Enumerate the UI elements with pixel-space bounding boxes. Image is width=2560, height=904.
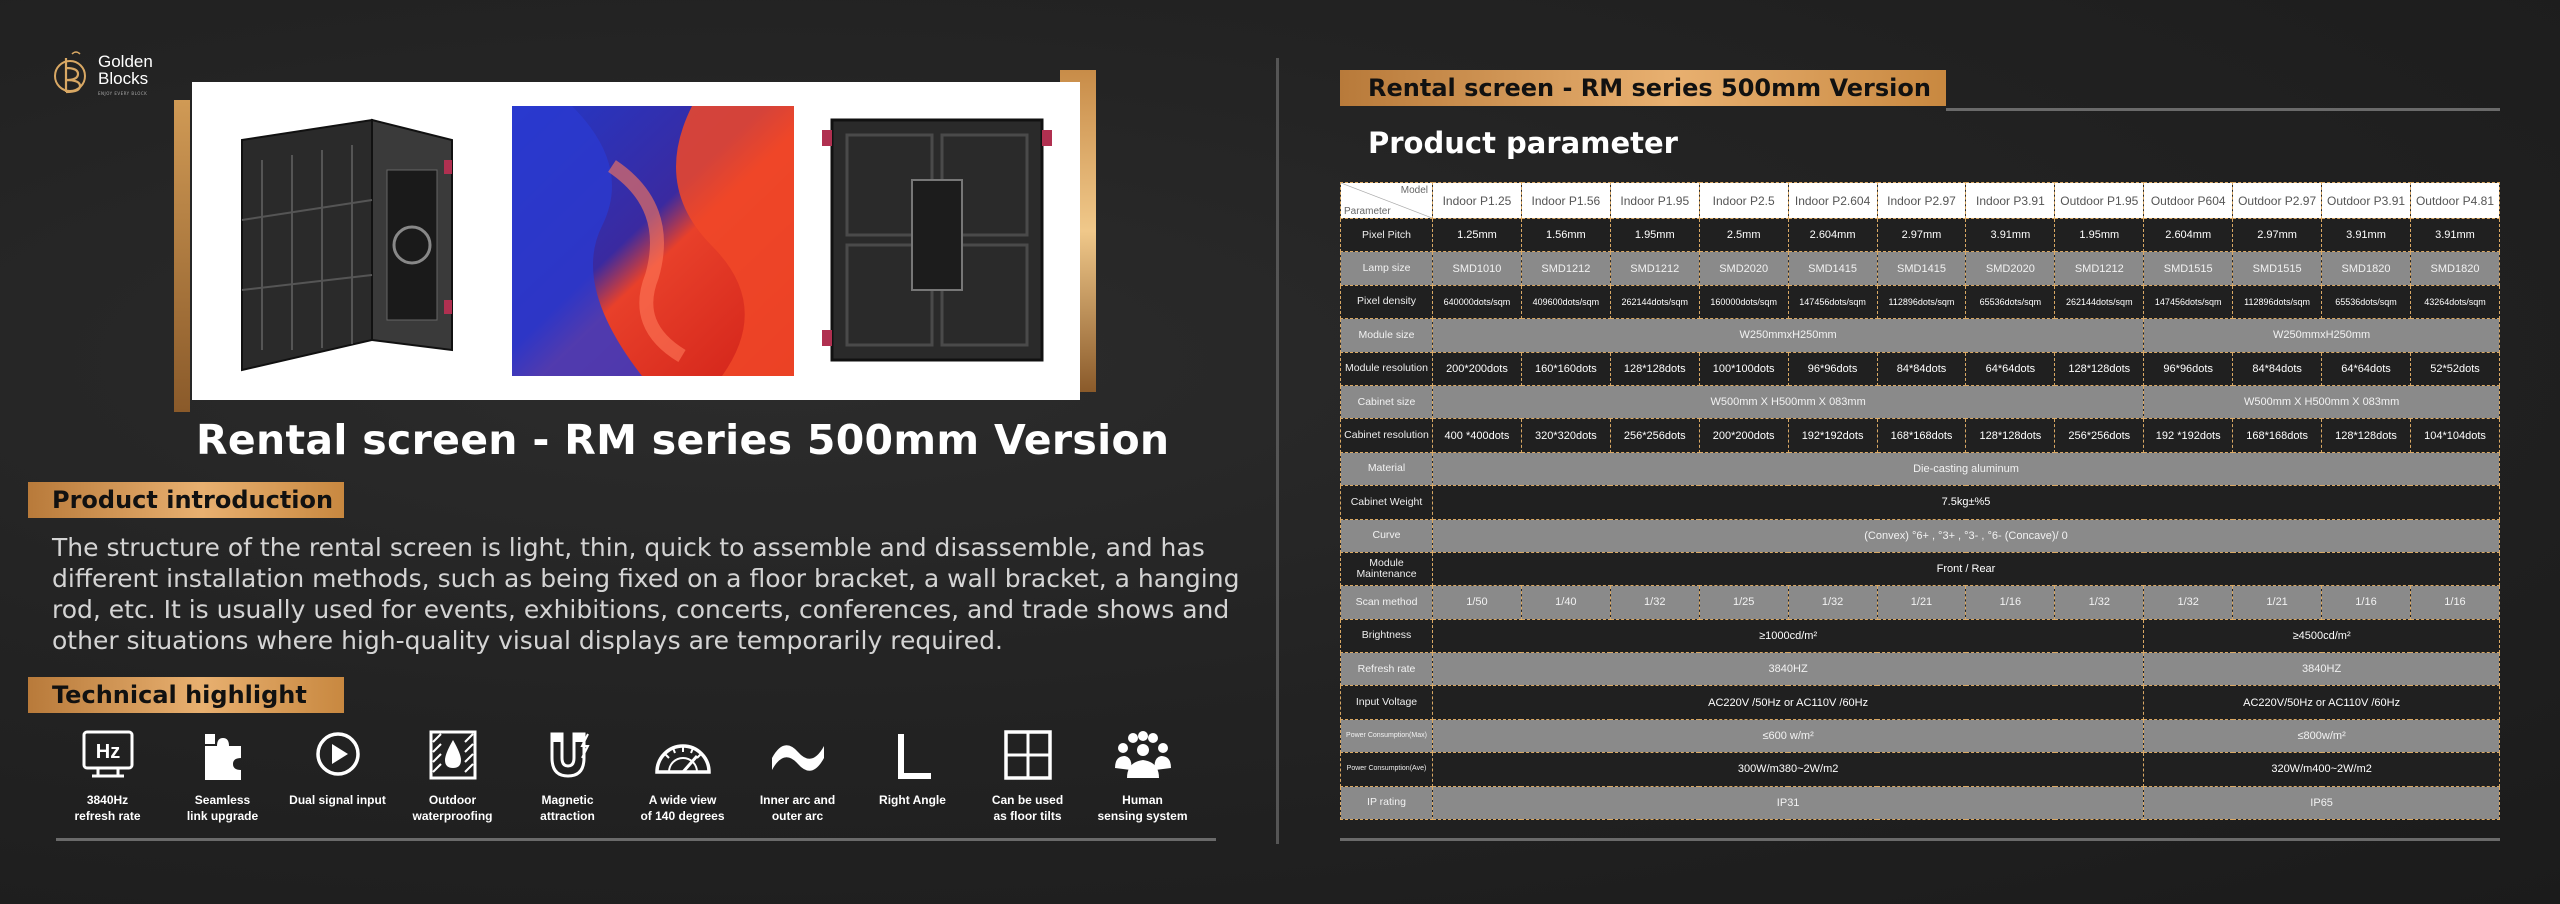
table-cell: SMD1515 — [2233, 252, 2322, 285]
product-parameter-heading: Product parameter — [1368, 126, 1678, 160]
table-row — [1341, 786, 2500, 819]
parameter-name-cell: Pixel Pitch — [1341, 219, 1433, 252]
table-cell: 168*168dots — [2233, 419, 2322, 452]
parameter-name-cell: Material — [1341, 452, 1433, 485]
table-cell: SMD2020 — [1699, 252, 1788, 285]
table-cell: 1/40 — [1521, 586, 1610, 619]
table-cell: SMD1820 — [2410, 252, 2499, 285]
table-cell-span-indoor: ≤600 w/m² — [1433, 719, 2144, 752]
logo-line1: Golden — [98, 51, 153, 71]
parameter-name-cell: Curve — [1341, 519, 1433, 552]
table-cell: 400 *400dots — [1433, 419, 1522, 452]
table-row — [1341, 653, 2500, 686]
table-cell-span-outdoor: AC220V/50Hz or AC110V /60Hz — [2144, 686, 2500, 719]
highlight-label-1: Inner arc and — [759, 793, 836, 807]
table-cell-span: 7.5kg±%5 — [1433, 486, 2500, 519]
golden-blocks-logo — [52, 46, 153, 102]
highlight-seamless-link — [165, 728, 280, 824]
highlight-floor-tile — [970, 728, 1085, 824]
table-cell: 2.604mm — [1788, 219, 1877, 252]
parameter-name-cell: Lamp size — [1341, 252, 1433, 285]
table-cell: 168*168dots — [1877, 419, 1966, 452]
table-model-header: Indoor P2.604 — [1788, 183, 1877, 219]
parameter-name-cell: Cabinet size — [1341, 385, 1433, 418]
highlight-dual-signal — [280, 728, 395, 824]
table-cell: 2.97mm — [1877, 219, 1966, 252]
vertical-divider — [1276, 58, 1279, 844]
table-cell: 147456dots/sqm — [2144, 285, 2233, 318]
table-cell: 200*200dots — [1433, 352, 1522, 385]
magnet-icon — [538, 728, 598, 784]
table-cell: 1/32 — [1788, 586, 1877, 619]
table-cell: 1/21 — [1877, 586, 1966, 619]
gold-accent-left — [174, 100, 190, 412]
table-cell-span-indoor: W250mmxH250mm — [1433, 319, 2144, 352]
table-cell: 320*320dots — [1521, 419, 1610, 452]
divider-bottom-right — [1340, 838, 2500, 841]
highlight-magnetic — [510, 728, 625, 824]
table-row — [1341, 753, 2500, 786]
table-cell: 1.56mm — [1521, 219, 1610, 252]
table-cell: 96*96dots — [2144, 352, 2233, 385]
table-cell-span-outdoor: W250mmxH250mm — [2144, 319, 2500, 352]
header-parameter-label: Parameter — [1344, 206, 1391, 217]
table-cell: 1.95mm — [2055, 219, 2144, 252]
highlight-label-1: Seamless — [194, 793, 251, 807]
table-model-header: Indoor P1.25 — [1433, 183, 1522, 219]
table-row — [1341, 719, 2500, 752]
highlight-right-angle — [855, 728, 970, 824]
table-cell: 1.95mm — [1610, 219, 1699, 252]
table-row — [1341, 686, 2500, 719]
table-cell: 65536dots/sqm — [1966, 285, 2055, 318]
highlight-label-1: A wide view — [648, 793, 717, 807]
highlight-waterproof — [395, 728, 510, 824]
table-row — [1341, 586, 2500, 619]
highlight-label-1: Can be used — [991, 793, 1064, 807]
table-cell: 112896dots/sqm — [2233, 285, 2322, 318]
technical-highlight-heading: Technical highlight — [28, 677, 344, 713]
table-model-header: Outdoor P604 — [2144, 183, 2233, 219]
table-cell: 1/32 — [2144, 586, 2233, 619]
product-introduction-text: The structure of the rental screen is light, thin, quick to assemble and disassemble, and has different installation methods, such as being fixed on a floor bracket, a wall bracket, a hanging rod, etc. It is usually used for events, exhibitions, concerts, conferences, and trade shows and other situations where high-quality visual displays are temporarily required. — [52, 533, 1240, 655]
table-cell: 128*128dots — [2322, 419, 2411, 452]
table-corner-cell — [1341, 183, 1433, 219]
logo-wordmark — [98, 53, 153, 96]
parameter-name-cell: Power Consumption(Ave) — [1341, 753, 1433, 786]
table-row — [1341, 319, 2500, 352]
table-cell-span-indoor: 300W/m380~2W/m2 — [1433, 753, 2144, 786]
table-model-header: Outdoor P1.95 — [2055, 183, 2144, 219]
parameter-name-cell: Power Consumption(Max) — [1341, 719, 1433, 752]
table-model-header: Outdoor P3.91 — [2322, 183, 2411, 219]
highlight-wide-view — [625, 728, 740, 824]
table-cell: 1.25mm — [1433, 219, 1522, 252]
play-icon — [308, 728, 368, 784]
technical-highlight-icons — [50, 728, 1200, 824]
highlight-refresh-rate — [50, 728, 165, 824]
table-cell-span-outdoor: IP65 — [2144, 786, 2500, 819]
waterdrop-icon — [423, 728, 483, 784]
cabinet-back-view-image — [822, 100, 1052, 378]
table-cell: SMD2020 — [1966, 252, 2055, 285]
table-cell: SMD1515 — [2144, 252, 2233, 285]
table-cell: 256*256dots — [1610, 419, 1699, 452]
table-cell: 1/16 — [2322, 586, 2411, 619]
divider-bottom-left — [56, 838, 1216, 841]
table-cell: 128*128dots — [1610, 352, 1699, 385]
table-cell: SMD1415 — [1877, 252, 1966, 285]
table-cell: 147456dots/sqm — [1788, 285, 1877, 318]
table-cell: 43264dots/sqm — [2410, 285, 2499, 318]
right-title: Rental screen - RM series 500mm Version — [1340, 70, 1946, 106]
highlight-label-2: refresh rate — [74, 809, 141, 823]
table-model-header: Outdoor P2.97 — [2233, 183, 2322, 219]
table-cell: SMD1010 — [1433, 252, 1522, 285]
parameter-name-cell: Pixel density — [1341, 285, 1433, 318]
parameter-name-cell: Cabinet resolution — [1341, 419, 1433, 452]
header-model-label: Model — [1400, 185, 1428, 196]
table-model-header: Indoor P2.5 — [1699, 183, 1788, 219]
floor-tile-icon — [998, 728, 1058, 784]
parameter-name-cell: Brightness — [1341, 619, 1433, 652]
svg-text:Hz: Hz — [95, 741, 120, 763]
table-cell: 112896dots/sqm — [1877, 285, 1966, 318]
table-cell: SMD1820 — [2322, 252, 2411, 285]
table-cell-span-outdoor: W500mm X H500mm X 083mm — [2144, 385, 2500, 418]
table-cell: 100*100dots — [1699, 352, 1788, 385]
table-cell-span-outdoor: 3840HZ — [2144, 653, 2500, 686]
table-cell: 64*64dots — [2322, 352, 2411, 385]
highlight-label-2: waterproofing — [412, 809, 493, 823]
table-cell: 128*128dots — [1966, 419, 2055, 452]
table-cell-span-indoor: W500mm X H500mm X 083mm — [1433, 385, 2144, 418]
table-cell: 3.91mm — [1966, 219, 2055, 252]
parameter-name-cell: Module Maintenance — [1341, 552, 1433, 585]
table-cell: 2.97mm — [2233, 219, 2322, 252]
table-row — [1341, 486, 2500, 519]
table-cell: 192*192dots — [1788, 419, 1877, 452]
table-cell-span-outdoor: ≤800w/m² — [2144, 719, 2500, 752]
table-row — [1341, 352, 2500, 385]
highlight-label-2: sensing system — [1097, 809, 1188, 823]
highlight-label-2: as floor tilts — [993, 809, 1062, 823]
table-cell-span-indoor: AC220V /50Hz or AC110V /60Hz — [1433, 686, 2144, 719]
table-cell-span-outdoor: ≥4500cd/m² — [2144, 619, 2500, 652]
table-cell: 2.5mm — [1699, 219, 1788, 252]
table-cell-span-indoor: 3840HZ — [1433, 653, 2144, 686]
table-cell: SMD1415 — [1788, 252, 1877, 285]
table-cell: 3.91mm — [2410, 219, 2499, 252]
logo-line2: Blocks — [98, 68, 149, 88]
table-row — [1341, 385, 2500, 418]
product-photo — [192, 82, 1080, 400]
wave-icon — [768, 728, 828, 784]
table-cell: 2.604mm — [2144, 219, 2233, 252]
right-angle-icon — [883, 728, 943, 784]
highlight-label-2: of 140 degrees — [640, 809, 725, 823]
highlight-label-1: Human — [1122, 793, 1163, 807]
table-cell: SMD1212 — [1521, 252, 1610, 285]
table-cell: SMD1212 — [2055, 252, 2144, 285]
table-cell: 84*84dots — [1877, 352, 1966, 385]
table-cell: 128*128dots — [2055, 352, 2144, 385]
highlight-label-2: outer arc — [771, 809, 824, 823]
cabinet-side-view-image — [222, 100, 468, 378]
main-title: Rental screen - RM series 500mm Version — [196, 416, 1170, 464]
table-cell-span-indoor: IP31 — [1433, 786, 2144, 819]
parameter-name-cell: Scan method — [1341, 586, 1433, 619]
table-cell-span: Die-casting aluminum — [1433, 452, 2500, 485]
table-cell: 65536dots/sqm — [2322, 285, 2411, 318]
golden-blocks-logo-icon — [52, 46, 92, 102]
highlight-arc — [740, 728, 855, 824]
table-cell: 160000dots/sqm — [1699, 285, 1788, 318]
highlight-human-sensing — [1085, 728, 1200, 824]
table-cell: 192 *192dots — [2144, 419, 2233, 452]
table-cell: 262144dots/sqm — [2055, 285, 2144, 318]
table-model-header: Indoor P1.56 — [1521, 183, 1610, 219]
table-cell-span: Front / Rear — [1433, 552, 2500, 585]
table-row — [1341, 419, 2500, 452]
table-row — [1341, 552, 2500, 585]
table-row — [1341, 619, 2500, 652]
highlight-label-1: Magnetic — [541, 793, 594, 807]
table-cell: 104*104dots — [2410, 419, 2499, 452]
table-cell: 256*256dots — [2055, 419, 2144, 452]
table-row — [1341, 452, 2500, 485]
table-model-header: Outdoor P4.81 — [2410, 183, 2499, 219]
table-cell-span: (Convex) °6+ , °3+ , °3- , °6- (Concave)/ 0 — [1433, 519, 2500, 552]
parameter-name-cell: Cabinet Weight — [1341, 486, 1433, 519]
table-row — [1341, 219, 2500, 252]
puzzle-icon — [193, 728, 253, 784]
table-cell: 64*64dots — [1966, 352, 2055, 385]
cabinet-front-screen-image — [512, 106, 794, 376]
table-cell: 84*84dots — [2233, 352, 2322, 385]
product-parameter-table — [1340, 182, 2500, 820]
table-row — [1341, 252, 2500, 285]
table-cell: 1/32 — [2055, 586, 2144, 619]
table-cell: 409600dots/sqm — [1521, 285, 1610, 318]
parameter-name-cell: Module resolution — [1341, 352, 1433, 385]
table-cell: 160*160dots — [1521, 352, 1610, 385]
table-cell: 200*200dots — [1699, 419, 1788, 452]
table-cell: 1/21 — [2233, 586, 2322, 619]
highlight-label-1: Dual signal input — [289, 793, 386, 807]
table-cell-span-outdoor: 320W/m400~2W/m2 — [2144, 753, 2500, 786]
table-cell: 52*52dots — [2410, 352, 2499, 385]
highlight-label-2: link upgrade — [186, 809, 259, 823]
table-cell-span-indoor: ≥1000cd/m² — [1433, 619, 2144, 652]
parameter-name-cell: IP rating — [1341, 786, 1433, 819]
table-cell: 1/16 — [1966, 586, 2055, 619]
highlight-label-1: Outdoor — [428, 793, 477, 807]
divider-top-right — [1946, 108, 2500, 111]
table-cell: 1/25 — [1699, 586, 1788, 619]
table-model-header: Indoor P2.97 — [1877, 183, 1966, 219]
highlight-label-1: 3840Hz — [86, 793, 129, 807]
table-cell: 262144dots/sqm — [1610, 285, 1699, 318]
parameter-name-cell: Refresh rate — [1341, 653, 1433, 686]
product-introduction-heading: Product introduction — [28, 482, 344, 518]
table-cell: SMD1212 — [1610, 252, 1699, 285]
table-cell: 640000dots/sqm — [1433, 285, 1522, 318]
table-model-header: Indoor P1.95 — [1610, 183, 1699, 219]
table-cell: 1/16 — [2410, 586, 2499, 619]
hz-icon — [78, 728, 138, 784]
table-row — [1341, 285, 2500, 318]
table-cell: 3.91mm — [2322, 219, 2411, 252]
table-cell: 96*96dots — [1788, 352, 1877, 385]
parameter-name-cell: Module size — [1341, 319, 1433, 352]
table-header-row — [1341, 183, 2500, 219]
highlight-label-2: attraction — [540, 809, 595, 823]
table-cell: 1/50 — [1433, 586, 1522, 619]
protractor-icon — [653, 728, 713, 784]
people-icon — [1113, 728, 1173, 784]
logo-tagline: ENJOY EVERY BLOCK — [98, 90, 148, 96]
parameter-name-cell: Input Voltage — [1341, 686, 1433, 719]
table-row — [1341, 519, 2500, 552]
table-model-header: Indoor P3.91 — [1966, 183, 2055, 219]
highlight-label-1: Right Angle — [879, 793, 946, 807]
table-cell: 1/32 — [1610, 586, 1699, 619]
